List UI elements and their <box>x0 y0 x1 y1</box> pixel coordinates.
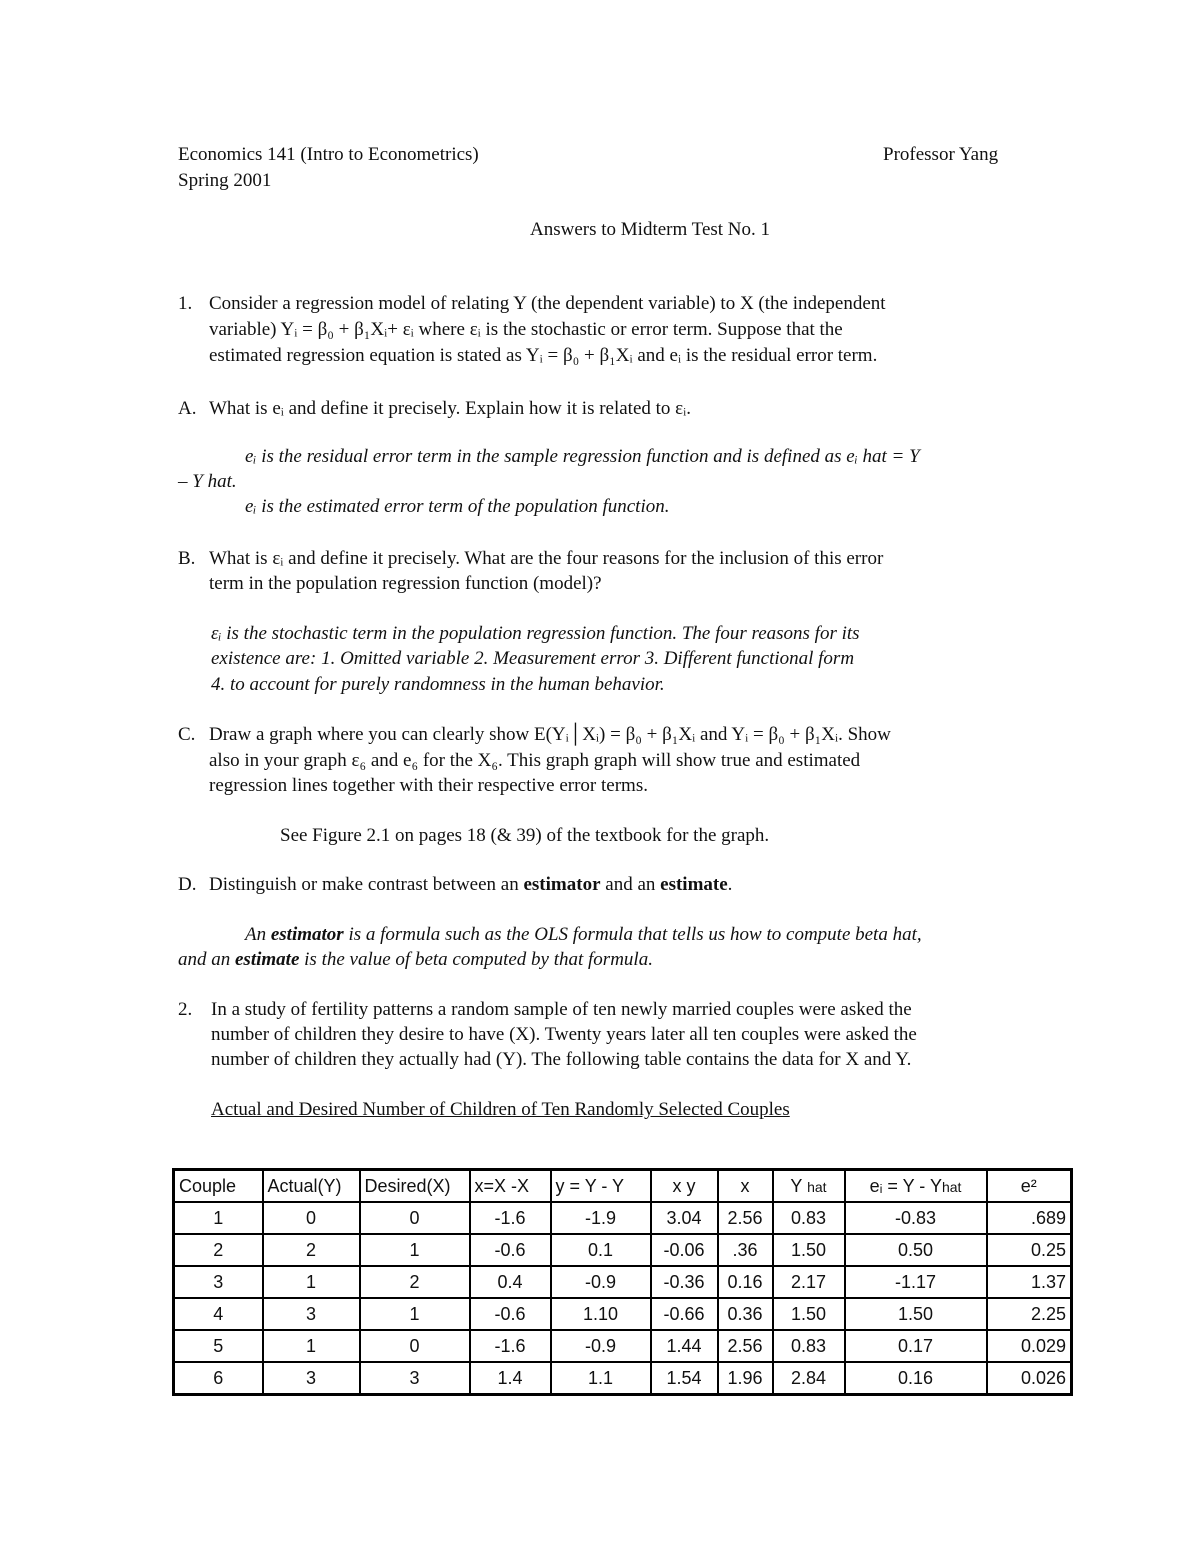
cell-actual: 2 <box>263 1234 360 1266</box>
cell-desired: 0 <box>360 1330 470 1362</box>
cell-xdev: -1.6 <box>470 1202 551 1234</box>
col-header-x: x <box>718 1170 773 1203</box>
qa-answer-line-3: eᵢ is the estimated error term of the population function. <box>245 496 670 517</box>
q2-line-2: number of children they desire to have (X). Twenty years later all ten couples were asked the <box>211 1024 917 1045</box>
cell-couple: 1 <box>174 1202 263 1234</box>
qd-a2-post: is the value of beta computed by that formula. <box>299 949 653 970</box>
qb-question-line-2: term in the population regression function (model)? <box>209 573 602 594</box>
cell-couple: 5 <box>174 1330 263 1362</box>
cell-desired: 3 <box>360 1362 470 1395</box>
cell-esq: 1.37 <box>987 1266 1072 1298</box>
cell-x: 0.16 <box>718 1266 773 1298</box>
qa-answer-line-2: – Y hat. <box>178 471 237 492</box>
qd-question-end: . <box>727 874 733 895</box>
cell-ydev: -1.9 <box>551 1202 651 1234</box>
cell-desired: 2 <box>360 1266 470 1298</box>
q1-line-1: Consider a regression model of relating Y (the dependent variable) to X (the independent <box>209 293 886 314</box>
col-header-esq: e² <box>987 1170 1072 1203</box>
table-body <box>174 1202 1072 1395</box>
qd-answer-line-2 <box>178 947 653 973</box>
cell-actual: 1 <box>263 1330 360 1362</box>
table-header-row <box>174 1170 1072 1203</box>
cell-residual: 0.16 <box>845 1362 987 1395</box>
qd-a1-pre: An <box>245 924 271 945</box>
resid-sub: hat <box>941 1178 962 1195</box>
cell-residual: 0.50 <box>845 1234 987 1266</box>
cell-desired: 1 <box>360 1234 470 1266</box>
col-header-actual: Actual(Y) <box>263 1170 360 1203</box>
yhat-main: Y <box>790 1175 803 1196</box>
cell-actual: 1 <box>263 1266 360 1298</box>
table-row <box>174 1234 1072 1266</box>
cell-esq: 0.029 <box>987 1330 1072 1362</box>
qd-a2-bold: estimate <box>235 949 300 970</box>
children-data-table <box>172 1168 1073 1396</box>
cell-esq: 0.25 <box>987 1234 1072 1266</box>
col-header-yhat <box>773 1170 845 1203</box>
cell-esq: 2.25 <box>987 1298 1072 1330</box>
cell-xdev: 1.4 <box>470 1362 551 1395</box>
cell-xy: -0.06 <box>651 1234 718 1266</box>
qd-letter: D. <box>178 874 197 895</box>
q1-line-3: estimated regression equation is stated as Yᵢ = β₀ + β₁Xᵢ and eᵢ is the residual error term. <box>209 345 878 366</box>
cell-xy: 1.54 <box>651 1362 718 1395</box>
cell-desired: 0 <box>360 1202 470 1234</box>
cell-xy: -0.36 <box>651 1266 718 1298</box>
q2-line-1: In a study of fertility patterns a random sample of ten newly married couples were asked the <box>211 999 912 1020</box>
cell-xdev: -1.6 <box>470 1330 551 1362</box>
qc-question-line-1: Draw a graph where you can clearly show E(Yᵢ│Xᵢ) = β₀ + β₁Xᵢ and Yᵢ = β₀ + β₁Xᵢ. Show <box>209 724 891 745</box>
course-title: Economics 141 (Intro to Econometrics) <box>178 144 479 165</box>
cell-actual: 0 <box>263 1202 360 1234</box>
qc-letter: C. <box>178 724 196 745</box>
cell-yhat: 2.84 <box>773 1362 845 1395</box>
qd-a1-bold: estimator <box>270 924 344 945</box>
cell-x: 2.56 <box>718 1330 773 1362</box>
q2-number: 2. <box>178 999 193 1020</box>
cell-x: 0.36 <box>718 1298 773 1330</box>
cell-yhat: 0.83 <box>773 1202 845 1234</box>
qc-question-line-2: also in your graph ε₆ and e₆ for the X₆. This graph graph will show true and estimated <box>209 750 861 771</box>
professor-name: Professor Yang <box>883 144 999 165</box>
col-header-xdev: x=X -X <box>470 1170 551 1203</box>
q2-line-3: number of children they actually had (Y). The following table contains the data for X and Y. <box>211 1049 912 1070</box>
qd-a2-pre: and an <box>178 949 235 970</box>
cell-xdev: -0.6 <box>470 1234 551 1266</box>
qa-question: What is eᵢ and define it precisely. Explain how it is related to εᵢ. <box>209 398 692 419</box>
cell-actual: 3 <box>263 1362 360 1395</box>
qa-letter: A. <box>178 398 197 419</box>
qd-answer-line-1 <box>245 922 922 948</box>
q1-line-2: variable) Yᵢ = β₀ + β₁Xᵢ+ εᵢ where εᵢ is the stochastic or error term. Suppose that the <box>209 319 843 340</box>
cell-xy: 3.04 <box>651 1202 718 1234</box>
cell-yhat: 2.17 <box>773 1266 845 1298</box>
col-header-desired: Desired(X) <box>360 1170 470 1203</box>
cell-yhat: 0.83 <box>773 1330 845 1362</box>
cell-xdev: 0.4 <box>470 1266 551 1298</box>
qd-question <box>209 872 732 898</box>
col-header-residual <box>845 1170 987 1203</box>
table-row <box>174 1202 1072 1234</box>
cell-residual: -1.17 <box>845 1266 987 1298</box>
qb-answer-line-1: εᵢ is the stochastic term in the population regression function. The four reasons for its <box>211 623 860 644</box>
cell-ydev: 1.10 <box>551 1298 651 1330</box>
cell-actual: 3 <box>263 1298 360 1330</box>
table-row <box>174 1330 1072 1362</box>
col-header-couple: Couple <box>174 1170 263 1203</box>
cell-couple: 6 <box>174 1362 263 1395</box>
qd-question-pre: Distinguish or make contrast between an <box>209 874 524 895</box>
qc-answer: See Figure 2.1 on pages 18 (& 39) of the textbook for the graph. <box>280 825 770 846</box>
q1-number: 1. <box>178 293 193 314</box>
cell-ydev: -0.9 <box>551 1330 651 1362</box>
cell-yhat: 1.50 <box>773 1234 845 1266</box>
cell-x: .36 <box>718 1234 773 1266</box>
cell-xdev: -0.6 <box>470 1298 551 1330</box>
cell-residual: 0.17 <box>845 1330 987 1362</box>
cell-x: 2.56 <box>718 1202 773 1234</box>
qb-letter: B. <box>178 548 196 569</box>
page-title: Answers to Midterm Test No. 1 <box>530 219 771 240</box>
table-row <box>174 1266 1072 1298</box>
cell-xy: 1.44 <box>651 1330 718 1362</box>
qd-question-mid: and an <box>600 874 661 895</box>
qc-question-line-3: regression lines together with their respective error terms. <box>209 775 648 796</box>
cell-residual: -0.83 <box>845 1202 987 1234</box>
cell-esq: 0.026 <box>987 1362 1072 1395</box>
col-header-xy: x y <box>651 1170 718 1203</box>
cell-ydev: 1.1 <box>551 1362 651 1395</box>
table-caption: Actual and Desired Number of Children of Ten Randomly Selected Couples <box>211 1099 790 1120</box>
cell-esq: .689 <box>987 1202 1072 1234</box>
qa-answer-line-1: eᵢ is the residual error term in the sample regression function and is defined as eᵢ hat = Y <box>245 446 920 467</box>
cell-residual: 1.50 <box>845 1298 987 1330</box>
cell-couple: 3 <box>174 1266 263 1298</box>
yhat-sub: hat <box>807 1178 827 1195</box>
term: Spring 2001 <box>178 170 272 191</box>
cell-xy: -0.66 <box>651 1298 718 1330</box>
qb-question-line-1: What is εᵢ and define it precisely. What are the four reasons for the inclusion of this error <box>209 548 884 569</box>
cell-ydev: 0.1 <box>551 1234 651 1266</box>
qd-term-estimate: estimate <box>660 874 728 895</box>
cell-desired: 1 <box>360 1298 470 1330</box>
cell-ydev: -0.9 <box>551 1266 651 1298</box>
resid-main: eᵢ = Y - Y <box>869 1175 942 1196</box>
cell-yhat: 1.50 <box>773 1298 845 1330</box>
cell-x: 1.96 <box>718 1362 773 1395</box>
col-header-ydev: y = Y - Y <box>551 1170 651 1203</box>
table-row <box>174 1298 1072 1330</box>
qd-a1-post: is a formula such as the OLS formula that tells us how to compute beta hat, <box>343 924 922 945</box>
qb-answer-line-3: 4. to account for purely randomness in the human behavior. <box>211 674 665 695</box>
cell-couple: 2 <box>174 1234 263 1266</box>
cell-couple: 4 <box>174 1298 263 1330</box>
qd-term-estimator: estimator <box>523 874 601 895</box>
table-row <box>174 1362 1072 1395</box>
qb-answer-line-2: existence are: 1. Omitted variable 2. Measurement error 3. Different functional form <box>211 648 855 669</box>
